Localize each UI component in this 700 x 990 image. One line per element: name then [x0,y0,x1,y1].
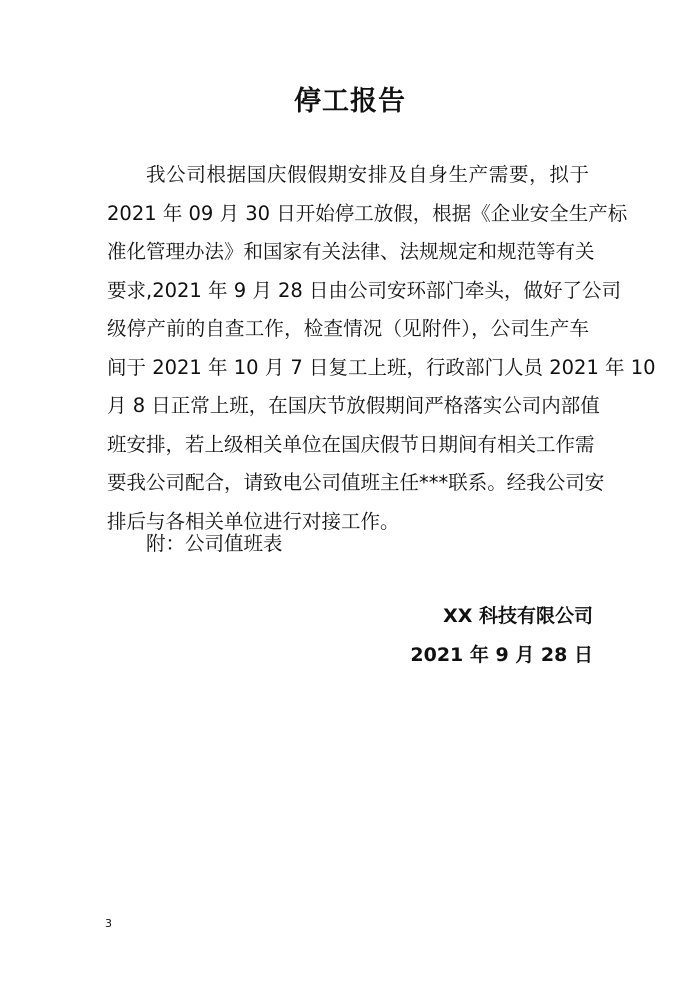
company-signature: XX 科技有限公司 [443,605,593,627]
body-line-8: 班安排，若上级相关单位在国庆假节日期间有相关工作需 [107,432,595,456]
body-line-2: 2021 年 09 月 30 日开始停工放假，根据《企业安全生产标 [107,201,628,225]
body-line-3: 准化管理办法》和国家有关法律、法规规定和规范等有关 [107,240,595,263]
body-line-4: 要求,2021 年 9 月 28 日由公司安环部门牵头，做好了公司 [107,278,622,302]
body-line-9: 要我公司配合，请致电公司值班主任***联系。经我公司安 [107,471,605,494]
report-body [107,156,656,541]
body-line-10: 排后与各相关单位进行对接工作。 [107,509,400,533]
body-line-5: 级停产前的自查工作，检查情况（见附件），公司生产车 [107,317,589,340]
document-title: 停工报告 [294,86,406,117]
attachment-note: 附：公司值班表 [146,532,283,555]
page-number: 3 [105,917,112,930]
signature-date: 2021 年 9 月 28 日 [410,644,593,666]
body-line-7: 月 8 日正常上班，在国庆节放假期间严格落实公司内部值 [107,394,600,417]
body-line-1: 我公司根据国庆假假期安排及自身生产需要，拟于 [146,163,589,186]
body-line-6: 间于 2021 年 10 月 7 日复工上班，行政部门人员 2021 年 10 [107,355,656,379]
